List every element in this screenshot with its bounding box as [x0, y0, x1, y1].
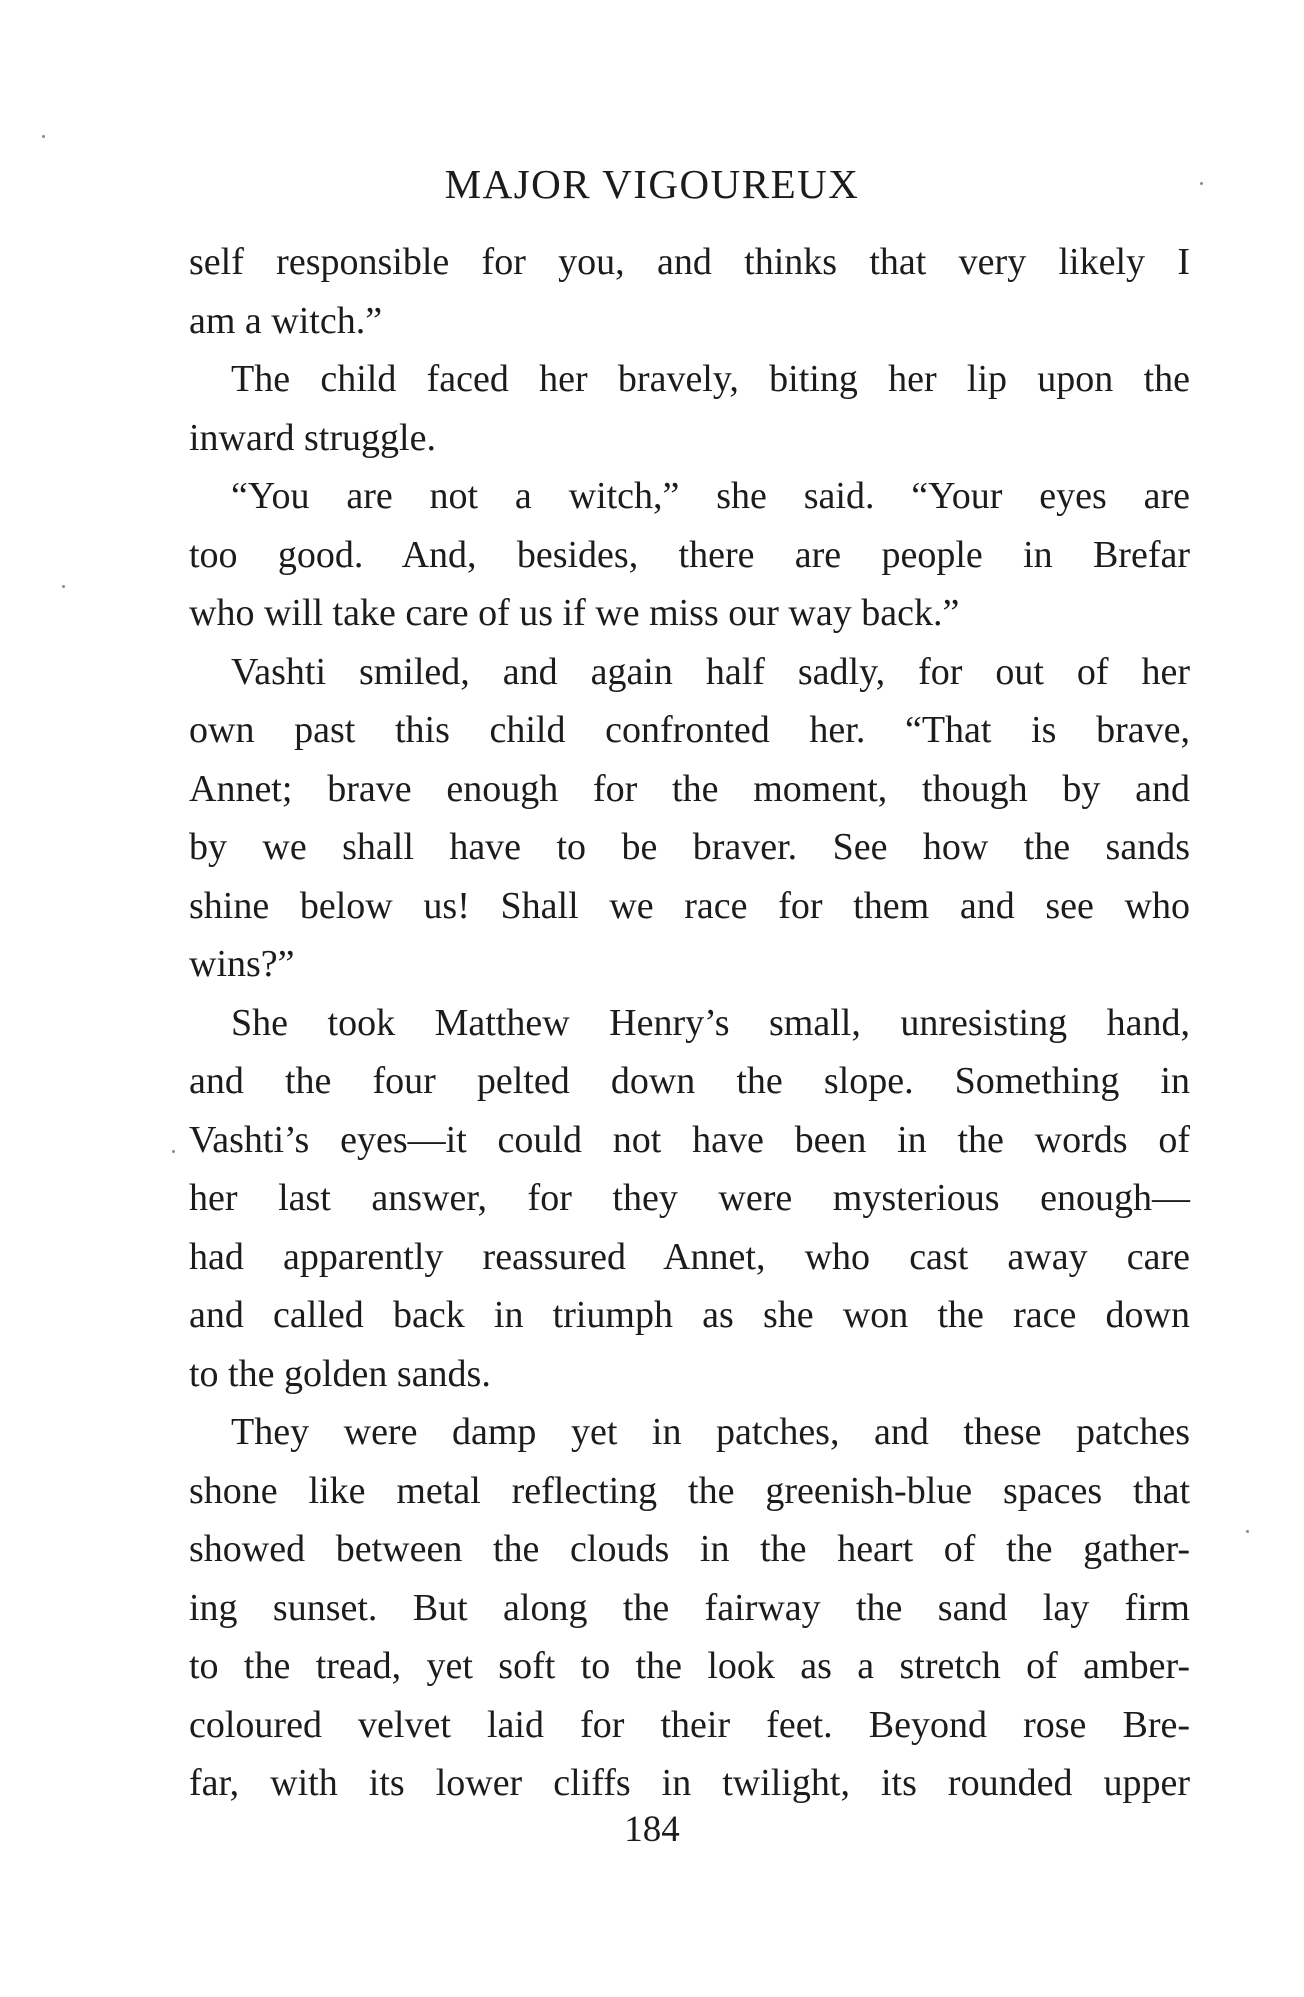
- text-line: ing sunset. But along the fairway the sand lay firm: [189, 1586, 1190, 1629]
- text-line: had apparently reassured Annet, who cast away care: [189, 1235, 1190, 1278]
- page-number: 184: [624, 1809, 680, 1850]
- text-line: own past this child confronted her. “That is brave,: [189, 709, 1190, 751]
- text-line: far, with its lower cliffs in twilight, its rounded upper: [189, 1762, 1190, 1804]
- text-line: She took Matthew Henry’s small, unresisting hand,: [231, 1001, 1190, 1044]
- text-line: shine below us! Shall we race for them and see who: [189, 884, 1190, 927]
- text-line: Vashti smiled, and again half sadly, for out of her: [231, 650, 1190, 693]
- scan-speck: [42, 135, 45, 138]
- text-line: inward struggle.: [189, 416, 436, 459]
- text-line: “You are not a witch,” she said. “Your eyes are: [231, 475, 1190, 517]
- text-line: showed between the clouds in the heart of the gather-: [189, 1528, 1190, 1570]
- text-line: self responsible for you, and thinks that very likely I: [189, 241, 1190, 283]
- scan-speck: [1200, 182, 1203, 185]
- text-line: by we shall have to be braver. See how the sands: [189, 826, 1190, 868]
- text-line: Vashti’s eyes—it could not have been in the words of: [189, 1118, 1190, 1161]
- text-line: to the tread, yet soft to the look as a stretch of amber-: [189, 1645, 1190, 1687]
- text-line: too good. And, besides, there are people in Brefar: [189, 533, 1190, 576]
- body-text: [189, 233, 1190, 1813]
- text-line: to the golden sands.: [189, 1352, 491, 1395]
- text-line: am a witch.”: [189, 299, 383, 342]
- text-line: Annet; brave enough for the moment, though by and: [189, 767, 1190, 810]
- text-line: and called back in triumph as she won the race down: [189, 1294, 1190, 1336]
- scan-speck: [1246, 1530, 1249, 1533]
- text-line: her last answer, for they were mysterious enough—: [189, 1177, 1190, 1219]
- text-line: They were damp yet in patches, and these patches: [231, 1411, 1190, 1453]
- text-line: coloured velvet laid for their feet. Beyond rose Bre-: [189, 1703, 1190, 1746]
- text-line: The child faced her bravely, biting her lip upon the: [231, 358, 1190, 400]
- scan-speck: [172, 1150, 175, 1153]
- text-line: and the four pelted down the slope. Something in: [189, 1060, 1190, 1102]
- running-head: MAJOR VIGOUREUX: [444, 161, 860, 207]
- scan-speck: [62, 585, 65, 588]
- text-line: who will take care of us if we miss our way back.”: [189, 592, 960, 634]
- text-line: wins?”: [189, 943, 295, 985]
- text-line: shone like metal reflecting the greenish-blue spaces that: [189, 1469, 1190, 1512]
